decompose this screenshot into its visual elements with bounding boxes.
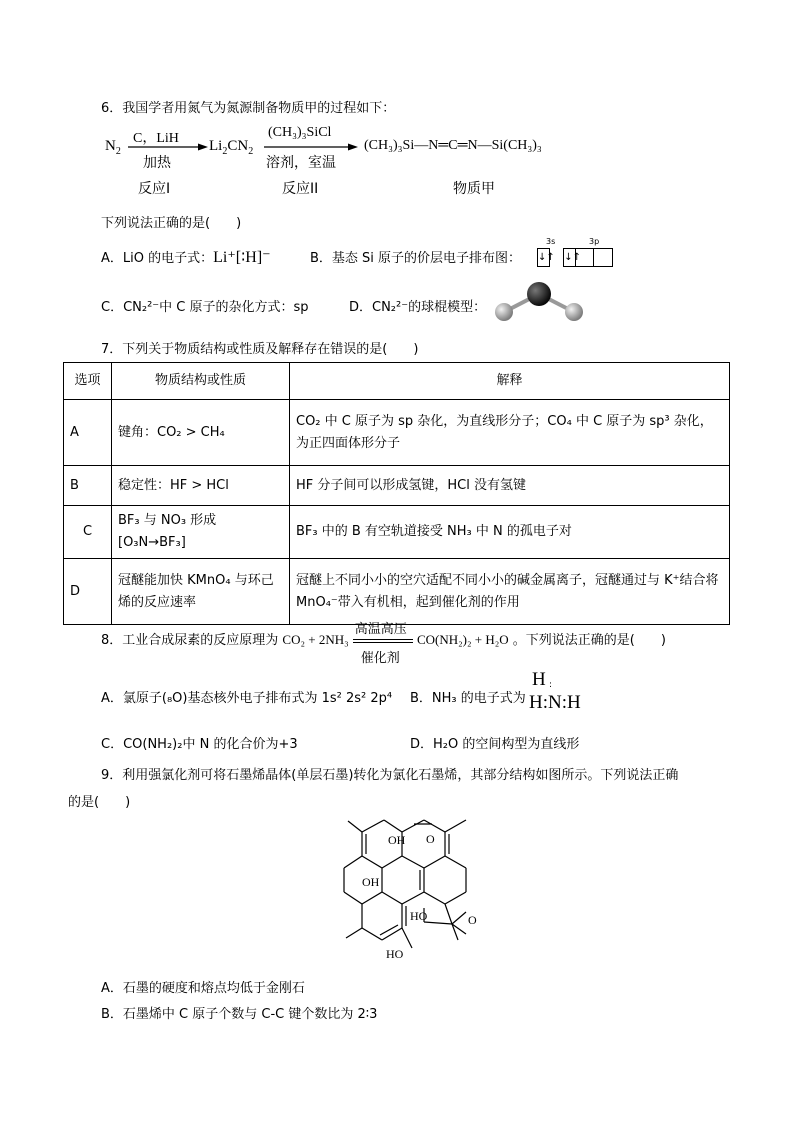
row-explanation: 冠醚上不同小小的空穴适配不同小小的碱金属离子，冠醚通过与 K⁺结合将 MnO₄⁻带入有机相，起到催化剂的作用 xyxy=(290,559,730,625)
label-o-2: O xyxy=(468,913,477,927)
q7-table xyxy=(63,362,730,625)
q6-option-c: C．CN₂²⁻中 C 原子的杂化方式：sp xyxy=(101,300,309,315)
q6-option-d: D．CN₂²⁻的球棍模型： xyxy=(349,300,487,315)
table-row xyxy=(64,559,730,625)
q8-condition-top: 高温高压 xyxy=(354,621,407,637)
orbital-3p-box-3 xyxy=(593,248,613,267)
row-explanation: HF 分子间可以形成氢键，HCl 没有氢键 xyxy=(290,466,730,506)
n2-formula: $N_2$ xyxy=(105,138,121,157)
label-ho-1: HO xyxy=(410,909,428,923)
orbital-3p-box-1: ↓↑ xyxy=(563,248,576,267)
n-atom-left xyxy=(495,303,513,321)
reaction1-reagents: C，LiH xyxy=(133,131,179,146)
row-property: 稳定性：HF > HCl xyxy=(112,466,290,506)
header-explanation: 解释 xyxy=(290,363,730,400)
q8-stem xyxy=(101,621,666,666)
reaction1-arrow xyxy=(128,142,208,152)
label-oh-2: OH xyxy=(362,875,380,889)
q6-option-a: A．LiO 的电子式：Li⁺[∶H]⁻ xyxy=(101,249,271,266)
q8-option-a: A．氯原子(₈O)基态核外电子排布式为 1s² 2s² 2p⁴ xyxy=(101,691,393,706)
label-oh-1: OH xyxy=(388,833,406,847)
label-ho-2: HO xyxy=(386,947,404,961)
reaction2-arrow xyxy=(264,142,358,152)
nh3-lewis-mid: H:N:H xyxy=(529,692,581,713)
q8-option-c: C．CO(NH₂)₂中 N 的化合价为+3 xyxy=(101,737,298,752)
row-explanation: BF₃ 中的 B 有空轨道接受 NH₃ 中 N 的孤电子对 xyxy=(290,506,730,559)
label-product: 物质甲 xyxy=(453,181,495,197)
table-row xyxy=(64,400,730,466)
q9-stem-line2: 的是( ) xyxy=(68,795,131,810)
reaction1-condition: 加热 xyxy=(143,155,171,171)
row-option: C xyxy=(64,506,112,559)
row-option: B xyxy=(64,466,112,506)
reaction2-reagents: (CH₃)₃SiCl xyxy=(268,125,332,140)
product-formula: (CH₃)₃Si—N═C═N—Si(CH₃)₃ xyxy=(364,138,542,153)
header-option: 选项 xyxy=(64,363,112,400)
label-reaction1: 反应I xyxy=(138,181,171,197)
nh3-lewis-top: H xyxy=(532,669,546,690)
header-property: 物质结构或性质 xyxy=(112,363,290,400)
ball-stick-model xyxy=(490,280,586,326)
q8-equation-right: CO(NH₂)₂ + H₂O xyxy=(416,632,509,647)
q6-stem: 6．我国学者用氮气为氮源制备物质甲的过程如下： xyxy=(101,101,396,116)
q6-ask: 下列说法正确的是( ) xyxy=(101,216,242,231)
row-property: 键角：CO₂ > CH₄ xyxy=(112,400,290,466)
row-property: 冠醚能加快 KMnO₄ 与环己烯的反应速率 xyxy=(112,559,290,625)
q8-equation-left: CO₂ + 2NH₃ xyxy=(282,632,349,647)
q9-option-b: B．石墨烯中 C 原子个数与 C-C 键个数比为 2∶3 xyxy=(101,1007,378,1022)
q7-stem: 7．下列关于物质结构或性质及解释存在错误的是( ) xyxy=(101,342,419,357)
li2cn2-formula: $Li_2CN_2$ xyxy=(209,138,254,157)
nh3-lewis-dots: : xyxy=(549,680,553,690)
row-explanation: CO₂ 中 C 原子为 sp 杂化，为直线形分子；CO₄ 中 C 原子为 sp³ 杂化，为正四面体形分子 xyxy=(290,400,730,466)
q8-stem-pre: 8．工业合成尿素的反应原理为 xyxy=(101,633,279,648)
orbital-3s-box: ↓↑ xyxy=(537,248,550,267)
q9-option-a: A．石墨的硬度和熔点均低于金刚石 xyxy=(101,981,305,996)
row-option: D xyxy=(64,559,112,625)
orbital-3s-label: 3s xyxy=(546,237,556,246)
orbital-3p-box-2 xyxy=(575,248,594,267)
label-o-1: O xyxy=(426,832,435,846)
table-row xyxy=(64,506,730,559)
reaction2-condition: 溶剂，室温 xyxy=(266,155,336,171)
table-row xyxy=(64,466,730,506)
q9-stem-line1: 9．利用强氯化剂可将石墨烯晶体(单层石墨)转化为氯化石墨烯，其部分结构如图所示。下列说法正确 xyxy=(101,768,679,783)
q6-option-b: B．基态 Si 原子的价层电子排布图： xyxy=(310,251,522,266)
label-reaction2: 反应II xyxy=(282,181,319,197)
q8-stem-post: 。下列说法正确的是( ) xyxy=(512,633,666,648)
c-atom-center xyxy=(527,282,551,306)
q8-option-b: B．NH₃ 的电子式为 xyxy=(410,691,526,706)
graphene-oxide-structure xyxy=(340,810,490,965)
q8-equilibrium-sign xyxy=(353,621,413,666)
q8-option-d: D．H₂O 的空间构型为直线形 xyxy=(410,737,580,752)
row-property: BF₃ 与 NO₃ 形成[O₃N→BF₃] xyxy=(112,506,290,559)
q8-condition-bottom: 催化剂 xyxy=(360,650,400,666)
table-header-row xyxy=(64,363,730,400)
n-atom-right xyxy=(565,303,583,321)
orbital-3p-label: 3p xyxy=(589,237,600,246)
orbital-boxes xyxy=(537,248,613,267)
row-option: A xyxy=(64,400,112,466)
